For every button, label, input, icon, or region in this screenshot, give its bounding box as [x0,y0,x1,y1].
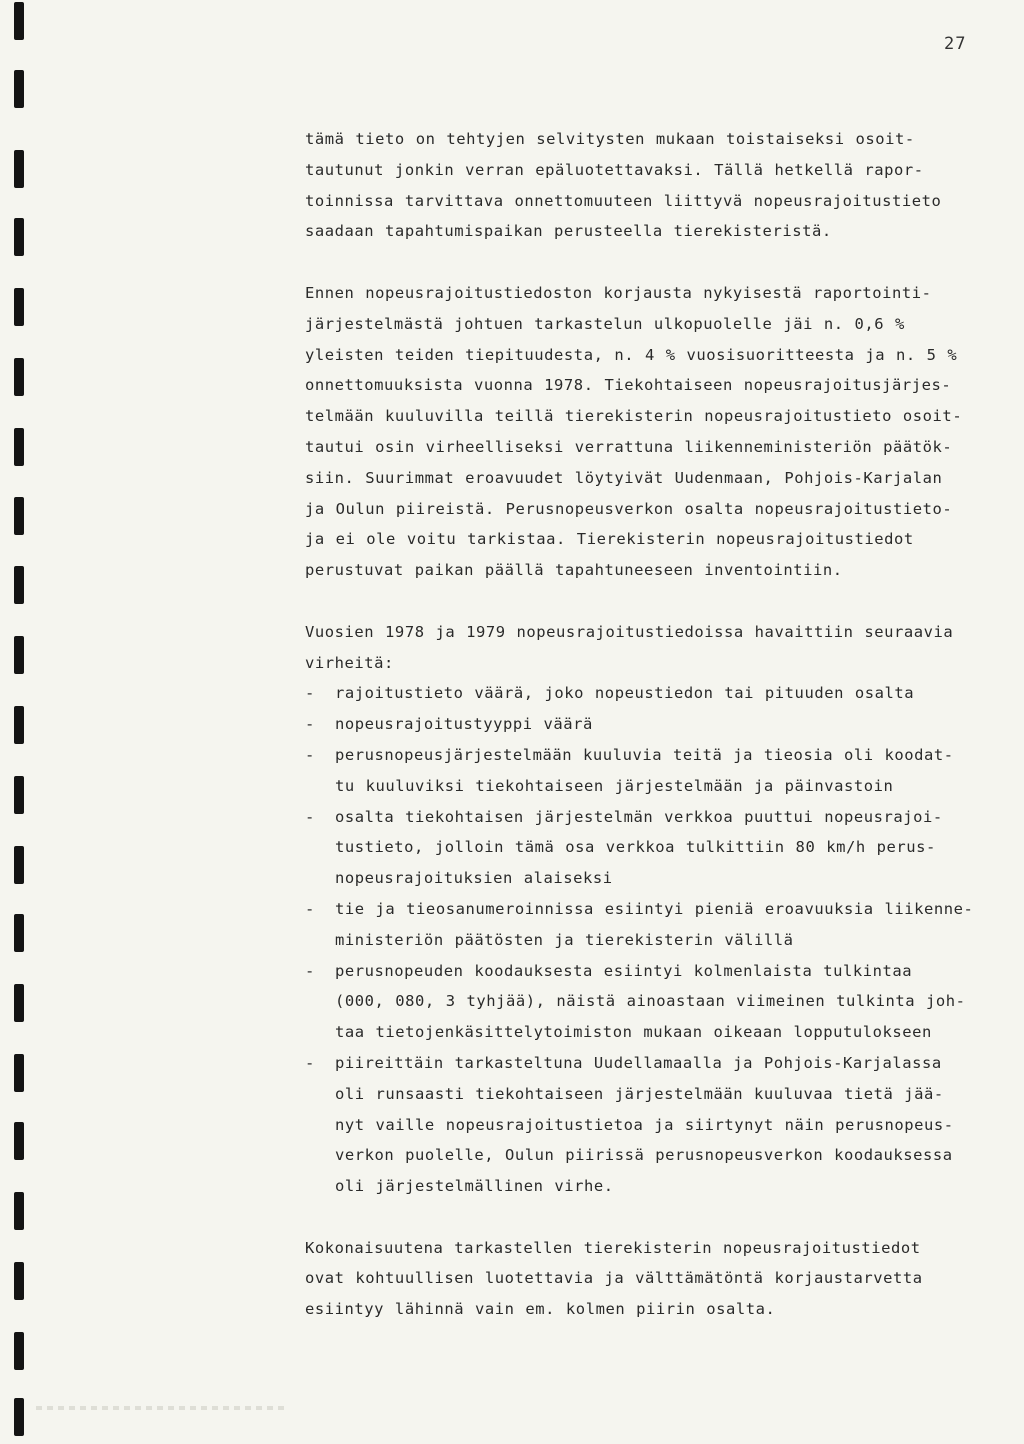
binding-hole [14,150,24,188]
list-item [305,1048,995,1202]
binding-hole [14,288,24,326]
binding-hole [14,1262,24,1300]
binding-hole [14,358,24,396]
scan-artifact [36,1406,286,1410]
text-line: Ennen nopeusrajoitustiedoston korjausta nykyisestä raportointi- [305,283,932,302]
text-line: tämä tieto on tehtyjen selvitysten mukaan toistaiseksi osoit- [305,130,915,148]
list-dash: - [305,899,315,918]
list-dash: - [305,807,315,826]
text-line: perusnopeusjärjestelmään kuuluvia teitä ja tieosia oli koodat- [335,745,954,764]
list-dash: - [305,715,315,734]
text-line: tautui osin virheelliseksi verrattuna liikenneministeriön päätök- [305,437,953,456]
paragraph-errors-intro [305,617,995,679]
binding-holes [14,0,28,1444]
text-line: yleisten teiden tiepituudesta, n. 4 % vuosisuoritteesta ja n. 5 % [305,345,958,364]
text-line: onnettomuuksista vuonna 1978. Tiekohtaiseen nopeusrajoitusjärjes- [305,376,952,395]
text-line: nyt vaille nopeusrajoitustietoa ja siirtynyt näin perusnopeus- [335,1115,954,1134]
binding-hole [14,1398,24,1436]
text-line: tie ja tieosanumeroinnissa esiintyi pieniä eroavuuksia liikenne- [335,899,974,918]
list-dash: - [305,684,315,703]
paragraph-intro [305,124,995,247]
text-line: rajoitustieto väärä, joko nopeustiedon tai pituuden osalta [335,684,915,703]
binding-hole [14,1122,24,1160]
binding-hole [14,2,24,40]
text-line: saadaan tapahtumispaikan perusteella tierekisteristä. [305,222,832,241]
text-line: oli runsaasti tiekohtaiseen järjestelmään kuuluvaa tietä jää- [335,1084,944,1103]
document-body [305,124,995,1356]
text-line: Kokonaisuutena tarkastellen tierekisterin nopeusrajoitustiedot [305,1238,921,1257]
text-line: taa tietojenkäsittelytoimiston mukaan oikeaan lopputulokseen [335,1023,932,1042]
text-line: telmään kuuluvilla teillä tierekisterin nopeusrajoitustieto osoit- [305,407,963,426]
text-line: ja Oulun piireistä. Perusnopeusverkon osalta nopeusrajoitustieto- [305,499,953,518]
binding-hole [14,636,24,674]
binding-hole [14,914,24,952]
list-item [305,709,995,740]
list-dash: - [305,1053,315,1072]
binding-hole [14,497,24,535]
text-line: ministeriön päätösten ja tierekisterin välillä [335,930,794,949]
binding-hole [14,70,24,108]
text-line: verkon puolelle, Oulun piirissä perusnopeusverkon koodauksessa [335,1146,953,1165]
text-line: Vuosien 1978 ja 1979 nopeusrajoitustiedoissa havaittiin seuraavia [305,622,954,641]
text-line: ovat kohtuullisen luotettavia ja välttämätöntä korjaustarvetta [305,1269,923,1288]
text-line: piireittäin tarkasteltuna Uudellamaalla ja Pohjois-Karjalassa [335,1053,942,1072]
binding-hole [14,706,24,744]
text-line: tautunut jonkin verran epäluotettavaksi. Tällä hetkellä rapor- [305,160,924,179]
text-line: (000, 080, 3 tyhjää), näistä ainoastaan viimeinen tulkinta joh- [335,992,966,1011]
list-item [305,956,995,1048]
text-line: järjestelmästä johtuen tarkastelun ulkopuolelle jäi n. 0,6 % [305,314,905,333]
list-item [305,740,995,802]
text-line: ja ei ole voitu tarkistaa. Tierekisterin nopeusrajoitustiedot [305,530,914,549]
paragraph-conclusion [305,1233,995,1325]
text-line: perustuvat paikan päällä tapahtuneeseen inventointiin. [305,561,843,580]
binding-hole [14,776,24,814]
binding-hole [14,846,24,884]
text-line: toinnissa tarvittava onnettomuuteen liittyvä nopeusrajoitustieto [305,191,942,210]
text-line: esiintyy lähinnä vain em. kolmen piirin osalta. [305,1300,776,1319]
text-line: nopeusrajoitustyyppi väärä [335,715,593,734]
text-line: tustieto, jolloin tämä osa verkkoa tulkittiin 80 km/h perus- [335,838,936,857]
binding-hole [14,218,24,256]
text-line: osalta tiekohtaisen järjestelmän verkkoa puuttui nopeusrajoi- [335,807,943,826]
text-line: siin. Suurimmat eroavuudet löytyivät Uudenmaan, Pohjois-Karjalan [305,468,943,487]
binding-hole [14,566,24,604]
binding-hole [14,1192,24,1230]
binding-hole [14,1332,24,1370]
text-line: oli järjestelmällinen virhe. [335,1177,614,1196]
error-list [305,678,995,1202]
binding-hole [14,984,24,1022]
list-item [305,678,995,709]
binding-hole [14,1054,24,1092]
page-number: 27 [944,34,967,54]
list-dash: - [305,961,315,980]
text-line: perusnopeuden koodauksesta esiintyi kolmenlaista tulkintaa [335,961,913,980]
list-item [305,802,995,894]
list-item [305,894,995,956]
paragraph-correction [305,278,995,586]
text-line: nopeusrajoituksien alaiseksi [335,869,613,888]
text-line: tu kuuluviksi tiekohtaiseen järjestelmään ja päinvastoin [335,776,894,795]
text-line: virheitä: [305,653,394,672]
list-dash: - [305,745,315,764]
binding-hole [14,428,24,466]
